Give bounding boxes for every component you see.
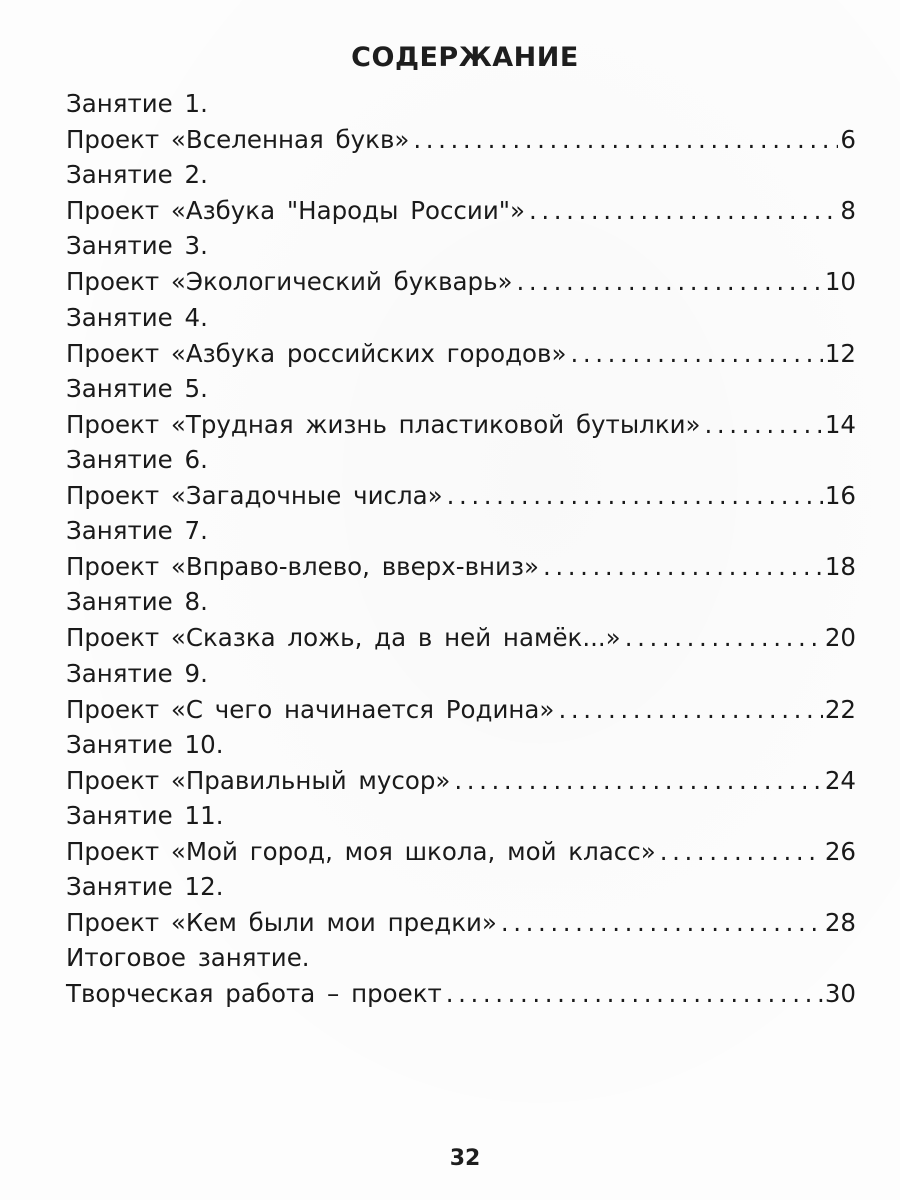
- page-ref: 24: [824, 765, 856, 795]
- project-line: [66, 976, 856, 1012]
- page-ref: 14: [824, 409, 856, 439]
- page-ref: 28: [824, 908, 856, 938]
- project-line: [66, 407, 856, 443]
- project-line: [66, 834, 856, 870]
- lesson-label: Занятие 1.: [66, 89, 208, 118]
- lesson-label: Занятие 5.: [66, 373, 208, 403]
- leader-dots: [413, 122, 838, 158]
- page-ref: 16: [824, 480, 856, 510]
- lesson-label: Занятие 11.: [66, 800, 224, 830]
- table-of-contents: [66, 86, 856, 1011]
- page-ref: 20: [824, 623, 856, 653]
- toc-entry: [66, 656, 856, 727]
- project-line: [66, 264, 856, 300]
- project-title: Проект «Загадочные числа»: [66, 480, 443, 510]
- page-ref: 12: [824, 338, 856, 368]
- toc-entry: [66, 869, 856, 940]
- project-title: Проект «Вправо-влево, вверх-вниз»: [66, 552, 539, 582]
- project-title: Проект «Трудная жизнь пластиковой бутылки»: [66, 409, 701, 439]
- page-ref: 18: [824, 552, 856, 582]
- project-line: [66, 336, 856, 372]
- lesson-label: Итоговое занятие.: [66, 943, 310, 973]
- project-title: Проект «Правильный мусор»: [66, 765, 451, 795]
- project-line: [66, 193, 856, 229]
- project-line: [66, 620, 856, 656]
- leader-dots: [660, 834, 823, 870]
- page-ref: 26: [824, 836, 856, 866]
- toc-entry: [66, 584, 856, 655]
- toc-entry: [66, 157, 856, 228]
- toc-entry: [66, 727, 856, 798]
- leader-dots: [705, 407, 823, 443]
- toc-entry: [66, 940, 856, 1011]
- leader-dots: [543, 549, 823, 585]
- leader-dots: [558, 692, 822, 728]
- project-title: Проект «Кем были мои предки»: [66, 908, 497, 938]
- lesson-label: Занятие 10.: [66, 729, 224, 759]
- project-line: [66, 905, 856, 941]
- project-title: Проект «Азбука "Народы России"»: [66, 196, 526, 226]
- project-title: Проект «Сказка ложь, да в ней намёк...»: [66, 623, 621, 653]
- lesson-label: Занятие 12.: [66, 872, 224, 902]
- page-ref: 6: [840, 125, 856, 154]
- lesson-label: Занятие 4.: [66, 302, 208, 332]
- lesson-label: Занятие 6.: [66, 444, 208, 474]
- leader-dots: [625, 620, 823, 656]
- project-title: Творческая работа – проект: [66, 979, 442, 1009]
- page-number: 32: [449, 1146, 481, 1171]
- project-line: [66, 478, 856, 514]
- project-line: [66, 549, 856, 585]
- project-title: Проект «Мой город, моя школа, мой класс»: [66, 836, 656, 866]
- leader-dots: [529, 193, 838, 229]
- leader-dots: [446, 976, 823, 1012]
- project-title: Проект «С чего начинается Родина»: [66, 694, 555, 724]
- toc-entry: [66, 513, 856, 584]
- lesson-label: Занятие 2.: [66, 160, 208, 190]
- page-ref: 10: [824, 267, 856, 297]
- project-title: Проект «Экологический букварь»: [66, 267, 513, 297]
- project-title: Проект «Вселенная букв»: [66, 125, 410, 154]
- toc-entry: [66, 798, 856, 869]
- project-line: [66, 763, 856, 799]
- toc-entry: [66, 300, 856, 371]
- leader-dots: [454, 763, 822, 799]
- page-ref: 22: [824, 694, 856, 724]
- leader-dots: [501, 905, 823, 941]
- leader-dots: [447, 478, 823, 514]
- page-ref: 30: [824, 979, 856, 1009]
- leader-dots: [570, 336, 822, 372]
- lesson-label: Занятие 8.: [66, 587, 208, 617]
- toc-entry: [66, 371, 856, 442]
- project-title: Проект «Азбука российских городов»: [66, 338, 567, 368]
- lesson-label: Занятие 3.: [66, 231, 208, 261]
- project-line: [66, 122, 856, 158]
- toc-entry: [66, 86, 856, 157]
- leader-dots: [517, 264, 823, 300]
- toc-entry: [66, 442, 856, 513]
- page-title: СОДЕРЖАНИЕ: [351, 42, 579, 73]
- lesson-label: Занятие 7.: [66, 516, 208, 546]
- lesson-label: Занятие 9.: [66, 658, 208, 688]
- toc-entry: [66, 228, 856, 299]
- page-ref: 8: [840, 196, 856, 226]
- project-line: [66, 692, 856, 728]
